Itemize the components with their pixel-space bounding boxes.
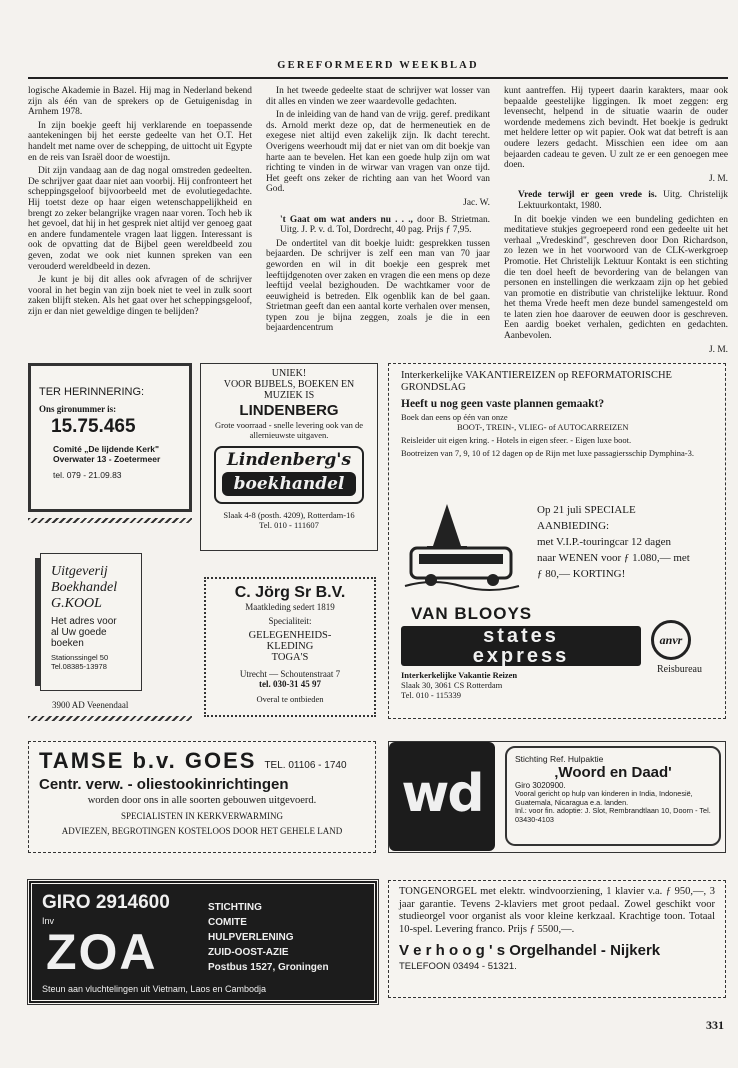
header-rule <box>28 77 728 79</box>
bus-and-church-icon <box>403 496 521 594</box>
paragraph: kunt aantreffen. Hij typeert daarin karakters, maar ook bepaalde geestelijke liggingen. Ik moet zeggen: erg levensecht, helpend in de situatie waarin de ouder wordende medemens zich bevindt. Het boekje is gedrukt met heldere letter op wit papier. Ook wat dat betreft is aan oudere lezers gedacht. Misschien een idee om aan bejaarden cadeau te geven. U zult ze er een genoegen mee doen. <box>504 86 728 171</box>
ad-title: TAMSE b.v. GOES <box>39 748 257 773</box>
ad-address: Slaak 4-8 (posth. 4209), Rotterdam-16 <box>223 510 355 520</box>
ad-text: Bootreizen van 7, 9, 10 of 12 dagen op de Rijn met luxe passagiersschip Dymphina-3. <box>401 448 694 458</box>
ad-jorg <box>204 577 376 717</box>
ad-text: Specialiteit: <box>268 616 312 626</box>
logo-text: boekhandel <box>222 472 356 496</box>
ad-text: Boekhandel <box>51 580 118 595</box>
ad-text: Giro 3020900. <box>515 781 566 790</box>
ad-text: STICHTING <box>208 902 262 913</box>
book-details: Uitg. Christelijk Lektuurkontakt, 1980. <box>518 190 728 211</box>
book-title: Vrede terwijl er geen vrede is. <box>518 190 657 201</box>
ad-title: GRONDSLAG <box>401 382 466 393</box>
ad-title: LINDENBERG <box>239 402 339 419</box>
ad-text: Het adres voor <box>51 616 117 627</box>
ad-address: Overwater 13 - Zoetermeer <box>53 454 161 464</box>
ad-text: UNIEK! <box>271 368 307 379</box>
ad-woord-en-daad <box>388 741 726 853</box>
ad-zoa <box>28 880 378 1004</box>
page-number: 331 <box>706 1018 724 1032</box>
ad-address: Postbus 1527, Groningen <box>208 962 329 973</box>
ad-title: C. Jörg Sr B.V. <box>234 584 346 601</box>
paragraph: In de inleiding van de hand van de vrijg. geref. predikant ds. Arnold merkt deze op, dat de hermeneutiek en de exegese niet altijd even zakelijk zijn. Ik dacht terecht. Overigens weerhoudt mij dat er niet van om dit boekje van harte aan te bevelen. Het kan een goede hulp zijn om wat richting te vinden in de wirwar van vragen van onze tijd. Het geeft ons zeker de richting aan van het Woord van God. <box>266 110 490 195</box>
zoa-logo: ZOA <box>46 924 158 980</box>
ad-text: KLEDING <box>266 641 314 652</box>
ad-text: Inv <box>42 916 55 926</box>
ad-title: ‚Woord en Daad' <box>554 764 672 781</box>
ad-phone: TELEFOON 03494 - 51321. <box>399 961 517 972</box>
article-column-2 <box>266 86 490 337</box>
ad-title: V e r h o o g ' s Orgelhandel - Nijkerk <box>399 942 661 959</box>
ad-text: MUZIEK IS <box>263 390 315 401</box>
paragraph: In dit boekje vinden we een bundeling gedichten en meditatieve stukjes gegroepeerd rond een gedeelte uit het verhaal „Vredeskind", geschreven door Don Richardson, zo lezen we in het voorwoord van de CLK-werkgroep Promotie. Het Christelijk Lektuur Kontakt is een stichting die ten doel heeft de bevordering van de belangen van personen en instellingen die werkzaam zijn op het gebied van promotie en distributie van christelijke lektuur. Rond het thema Vrede heeft men deze bundel samengesteld om te laten zien hoe daarover de eeuwen door is geschreven. Een aardig boeket verhalen, gedichten en gedachten. Aanbevolen. <box>504 214 728 342</box>
paragraph: Dit zijn vandaag aan de dag nogal omstreden gedeelten. De schrijver gaat daar niet aan voorbij. Hij confronteert het scheppingsgeloof bijvoorbeeld met de evolutiegedachte. Hij toetst deze op haar eigen wetenschappelijkheid en brengt zo zeker belangrijke vragen naar voren. Toch heb ik het gevoel, dat hij in het gesprek niet altijd ver genoeg gaat en andere fundamentele vragen laat liggen. Interessant is ook de opvatting dat de Bijbel geen wereldbeeld zou geven, zodat we ook niet kunnen spreken van een verouderd wereldbeeld in dezen. <box>28 166 252 272</box>
signature: J. M. <box>708 344 728 355</box>
brand-name: VAN BLOOYS <box>411 604 533 623</box>
ad-text: Uitgeverij <box>51 564 108 579</box>
book-title: 't Gaat om wat anders nu . . ., <box>280 214 413 225</box>
ad-text: Centr. verw. - oliestookinrichtingen <box>39 776 289 793</box>
ad-text: Ons gironummer is: <box>39 404 117 414</box>
ad-phone: tel. 030-31 45 97 <box>259 679 321 689</box>
ad-text: ZUID-OOST-AZIE <box>208 947 289 958</box>
book-reference <box>280 215 490 236</box>
ad-text: Maatkleding sedert 1819 <box>245 602 335 612</box>
ad-address: Utrecht — Schoutenstraat 7 <box>239 669 341 679</box>
ad-address: Slaak 30, 3061 CS Rotterdam <box>401 680 503 690</box>
signature: J. M. <box>708 173 728 184</box>
paragraph: In zijn boekje geeft hij verklarende en toepassende aantekeningen bij het eerste gedeelte van het O.T. Het handelt met name over de schepping, de uittocht uit Egypte en de reis van Israël door de woestijn. <box>28 120 252 163</box>
ad-text: Inl.: voor fin. adoptie: J. Slot, Rembrandtlaan 10, Doorn - Tel. 03430-4103 <box>515 806 711 824</box>
article-column-3 <box>504 86 728 355</box>
ad-phone: Tel. 010 - 111607 <box>259 520 319 530</box>
ad-title: G.KOOL <box>51 596 102 611</box>
ad-text: Comité „De lijdende Kerk" <box>53 444 160 454</box>
article-column-1 <box>28 86 252 320</box>
wd-info-panel <box>505 746 721 846</box>
ad-text: al Uw goede boeken <box>51 627 107 649</box>
offer-text: Op 21 juli SPECIALE <box>537 504 636 516</box>
ad-text: VOOR BIJBELS, BOEKEN EN <box>223 379 355 390</box>
ad-title: TER HERINNERING: <box>39 386 145 398</box>
ad-text: worden door ons in alle soorten gebouwen uitgevoerd. <box>87 795 317 806</box>
ad-text: Grote voorraad - snelle levering ook van de allernieuwste uitgaven. <box>215 420 363 440</box>
ad-address: Stationssingel 50 <box>51 653 109 662</box>
paragraph: Je kunt je bij dit alles ook afvragen of de schrijver vooral in het begin van zijn boek niet te veel in zulk soort zaken blijft steken. Als het gaat over het scheppingsgeloof, zijn er dan niet geweldige dingen te belijden? <box>28 275 252 317</box>
ad-text: Stichting Ref. Hulpaktie <box>515 754 604 764</box>
book-spine <box>35 558 41 686</box>
ad-text: ADVIEZEN, BEGROTINGEN KOSTELOOS DOOR HET GEHELE LAND <box>61 826 343 836</box>
ad-text: TOGA'S <box>271 652 309 663</box>
page-header-title: GEREFORMEERD WEEKBLAD <box>277 60 479 71</box>
giro-number: 15.75.465 <box>51 416 136 437</box>
divider <box>28 716 192 721</box>
wd-logo <box>389 742 495 851</box>
ad-phone: tel. 079 - 21.09.83 <box>53 470 122 480</box>
ad-verhoog-orgelhandel <box>388 880 726 998</box>
signature: Jac. W. <box>463 197 490 208</box>
paragraph: logische Akademie in Bazel. Hij mag in Nederland bekend zijn als één van de sprekers op de Getuigenisdag in Arnhem 1978. <box>28 86 252 118</box>
ad-text: BOOT-, TREIN-, VLIEG- of AUTOCARREIZEN <box>457 422 629 432</box>
offer-text: met V.I.P.-touringcar 12 dagen <box>537 536 672 548</box>
ad-text: Reisbureau <box>657 664 702 675</box>
ad-text: Overal te ontbieden <box>256 694 324 704</box>
ad-kool <box>40 553 142 691</box>
ad-text: HULPVERLENING <box>208 932 294 943</box>
anvr-logo: anvr <box>651 620 691 660</box>
ad-lindenberg <box>200 363 378 551</box>
ad-phone: TEL. 01106 - 1740 <box>264 760 347 771</box>
ad-text: Interkerkelijke Vakantie Reizen <box>401 670 518 680</box>
ad-title: Interkerkelijke VAKANTIEREIZEN op REFORMATORISCHE <box>401 370 672 381</box>
ad-phone: Tel. 010 - 115339 <box>401 690 461 700</box>
logo-text: Lindenberg's <box>226 450 352 470</box>
paragraph: In het tweede gedeelte staat de schrijver wat losser van dit alles en vinden we zeer waardevolle gedachten. <box>266 86 490 107</box>
ad-vakantiereizen <box>388 363 726 719</box>
giro-number: GIRO 2914600 <box>42 892 170 913</box>
logo-text: wd <box>401 764 483 824</box>
states-express-logo <box>401 626 641 666</box>
logo-text: express <box>472 645 570 667</box>
ad-text: Vooral gericht op hulp van kinderen in India, Indonesië, Guatemala, Nicaragua e.a. landen. <box>515 789 693 807</box>
book-details: door B. Strietman. Uitg. J. P. v. d. Tol, Dordrecht, 40 pag. Prijs ƒ 7,95. <box>280 214 491 236</box>
ad-text: Steun aan vluchtelingen uit Vietnam, Laos en Cambodja <box>42 984 266 994</box>
ad-text: Reisleider uit eigen kring. - Hotels in eigen sfeer. - Eigen luxe boot. <box>401 435 632 445</box>
ad-text: COMITE <box>208 917 247 928</box>
lindenberg-logo <box>214 446 364 504</box>
ad-text: SPECIALISTEN IN KERKVERWARMING <box>121 811 283 821</box>
ad-ter-herinnering <box>28 363 192 512</box>
offer-text: ƒ 80,— KORTING! <box>537 568 626 580</box>
divider <box>28 518 192 523</box>
ad-text: Heeft u nog geen vaste plannen gemaakt? <box>401 398 605 410</box>
ad-address: 3900 AD Veenendaal <box>52 700 129 710</box>
offer-text: AANBIEDING: <box>537 520 610 532</box>
ad-phone: Tel.08385-13978 <box>51 662 107 671</box>
book-reference <box>518 190 728 211</box>
ad-text: GELEGENHEIDS- <box>248 630 332 641</box>
offer-text: naar WENEN voor ƒ 1.080,— met <box>537 552 690 564</box>
ad-text: TONGENORGEL met elektr. windvoorziening, 1 klavier v.a. ƒ 950,—, 3 jaar garantie. Tevens 2-klaviers met groot pedaal. Zowel geschikt voor studieorgel voor organist als voor kleine kerkzaal. Krachtige toon. Totaal 10-spel. Levering franco. Prijs ƒ 5500,—. <box>399 886 715 935</box>
ad-tamse <box>28 741 376 853</box>
logo-text: states <box>483 625 559 647</box>
paragraph: De ondertitel van dit boekje luidt: gesprekken tussen bejaarden. De schrijver is zelf een man van 70 jaar geworden en wil in dit boekje een gesprek met leeftijdgenoten over zaken en vragen die een mens op deze leeftijd veelal bezighouden. De wachtkamer voor de eeuwigheid is betreden. Elk ogenblik kan de bel gaan. Strietman geeft dan een aantal korte verhalen over mensen, typen zou je bijna zeggen, zoals je die in een bejaardencentrum <box>266 238 490 334</box>
ad-text: Boek dan eens op één van onze <box>401 412 508 422</box>
